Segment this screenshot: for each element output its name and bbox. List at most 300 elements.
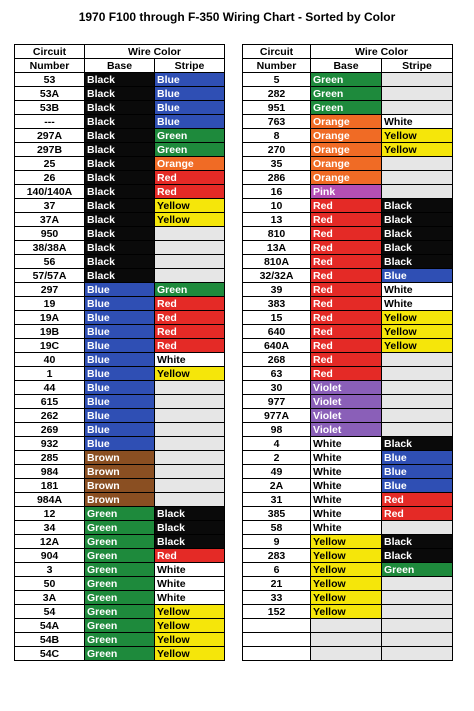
table-row	[243, 633, 453, 647]
table-row	[15, 87, 225, 101]
stripe-color-cell	[155, 437, 225, 451]
base-color-cell: Violet	[311, 381, 382, 395]
circuit-header-label: Circuit	[32, 45, 67, 58]
stripe-color-cell: Black	[155, 507, 225, 521]
circuit-number: 283	[243, 549, 311, 563]
stripe-color-cell: Yellow	[155, 619, 225, 633]
stripe-color-cell	[155, 241, 225, 255]
stripe-color-cell: Blue	[382, 269, 453, 283]
stripe-color-cell	[382, 171, 453, 185]
table-row	[15, 423, 225, 437]
stripe-color-cell	[382, 381, 453, 395]
stripe-color-cell	[382, 87, 453, 101]
stripe-color-cell	[382, 353, 453, 367]
base-color-cell: Black	[85, 73, 155, 87]
base-color-cell: Blue	[85, 283, 155, 297]
base-color-cell: Green	[85, 507, 155, 521]
base-color-cell: Pink	[311, 185, 382, 199]
table-row	[15, 143, 225, 157]
circuit-number: 33	[243, 591, 311, 605]
base-color-cell: Yellow	[311, 549, 382, 563]
circuit-number: 53	[15, 73, 85, 87]
circuit-number: 977	[243, 395, 311, 409]
table-row	[243, 423, 453, 437]
stripe-color-cell: Yellow	[155, 647, 225, 661]
stripe-color-cell: Green	[155, 129, 225, 143]
wiring-table-right	[242, 44, 453, 661]
base-color-cell: White	[311, 479, 382, 493]
base-color-cell: Blue	[85, 339, 155, 353]
stripe-color-cell: Yellow	[382, 129, 453, 143]
stripe-color-cell	[155, 493, 225, 507]
base-color-cell: Brown	[85, 493, 155, 507]
circuit-number: 615	[15, 395, 85, 409]
stripe-color-cell: Red	[382, 493, 453, 507]
base-color-cell: Blue	[85, 353, 155, 367]
base-color-cell: Blue	[85, 325, 155, 339]
table-row	[243, 507, 453, 521]
table-row	[243, 437, 453, 451]
circuit-number	[243, 633, 311, 647]
table-row	[243, 325, 453, 339]
stripe-color-cell	[155, 395, 225, 409]
base-color-cell: White	[311, 465, 382, 479]
table-row	[15, 227, 225, 241]
circuit-number: 951	[243, 101, 311, 115]
base-header: Base	[85, 59, 155, 73]
base-header: Base	[311, 59, 382, 73]
base-color-cell: Black	[85, 87, 155, 101]
stripe-color-cell	[155, 423, 225, 437]
table-row	[243, 577, 453, 591]
base-color-cell: Green	[85, 633, 155, 647]
circuit-number: 25	[15, 157, 85, 171]
base-color-cell: Red	[311, 269, 382, 283]
stripe-color-cell: Black	[382, 255, 453, 269]
circuit-number: 50	[15, 577, 85, 591]
circuit-number: 19C	[15, 339, 85, 353]
circuit-number: 37A	[15, 213, 85, 227]
circuit-number: 19A	[15, 311, 85, 325]
circuit-number: 63	[243, 367, 311, 381]
stripe-color-cell: Orange	[155, 157, 225, 171]
circuit-number: 297	[15, 283, 85, 297]
stripe-color-cell: Red	[155, 185, 225, 199]
circuit-number: 35	[243, 157, 311, 171]
table-row	[15, 591, 225, 605]
circuit-number: 3A	[15, 591, 85, 605]
table-row	[15, 563, 225, 577]
base-color-cell: Black	[85, 143, 155, 157]
base-color-cell: Blue	[85, 297, 155, 311]
table-row	[243, 185, 453, 199]
base-color-cell: Blue	[85, 395, 155, 409]
stripe-color-cell: Green	[155, 143, 225, 157]
base-color-cell: Brown	[85, 465, 155, 479]
circuit-number: 140/140A	[15, 185, 85, 199]
table-row	[243, 591, 453, 605]
table-row	[243, 283, 453, 297]
base-color-cell: Black	[85, 241, 155, 255]
stripe-color-cell: Black	[382, 227, 453, 241]
table-row	[243, 213, 453, 227]
table-row	[243, 227, 453, 241]
circuit-number: 984	[15, 465, 85, 479]
stripe-color-cell	[382, 591, 453, 605]
base-color-cell: Blue	[85, 423, 155, 437]
base-color-cell: Red	[311, 353, 382, 367]
table-row	[243, 647, 453, 661]
table-row	[15, 213, 225, 227]
stripe-color-cell: Black	[155, 521, 225, 535]
table-row	[243, 549, 453, 563]
stripe-color-cell: Yellow	[155, 633, 225, 647]
stripe-color-cell	[155, 409, 225, 423]
base-color-cell: Orange	[311, 115, 382, 129]
table-row	[243, 465, 453, 479]
circuit-number: 2A	[243, 479, 311, 493]
stripe-color-cell: Green	[382, 563, 453, 577]
stripe-color-cell: Red	[155, 549, 225, 563]
table-row	[243, 73, 453, 87]
stripe-color-cell: Black	[155, 535, 225, 549]
base-color-cell: Black	[85, 269, 155, 283]
table-row	[243, 479, 453, 493]
circuit-number: 12	[15, 507, 85, 521]
table-row	[15, 297, 225, 311]
circuit-number: 640A	[243, 339, 311, 353]
stripe-color-cell: White	[155, 563, 225, 577]
table-row	[243, 101, 453, 115]
base-color-cell	[311, 647, 382, 661]
base-color-cell: Blue	[85, 409, 155, 423]
table-row	[15, 73, 225, 87]
table-row	[243, 605, 453, 619]
stripe-color-cell	[155, 269, 225, 283]
base-color-cell: Green	[311, 87, 382, 101]
stripe-color-cell: Red	[155, 339, 225, 353]
table-row	[15, 633, 225, 647]
chart-title: 1970 F100 through F-350 Wiring Chart - Sorted by Color	[78, 10, 396, 24]
stripe-color-cell: Blue	[155, 87, 225, 101]
stripe-color-cell: Blue	[382, 451, 453, 465]
circuit-header	[15, 45, 85, 59]
circuit-number: 950	[15, 227, 85, 241]
stripe-color-cell: Black	[382, 199, 453, 213]
table-row	[15, 507, 225, 521]
circuit-number: 904	[15, 549, 85, 563]
stripe-header: Stripe	[155, 59, 225, 73]
table-row	[15, 409, 225, 423]
base-color-cell: Green	[311, 73, 382, 87]
base-color-cell: Green	[85, 577, 155, 591]
base-color-cell: Blue	[85, 367, 155, 381]
stripe-color-cell	[382, 101, 453, 115]
base-color-cell: Green	[85, 535, 155, 549]
wire-color-header: Wire Color	[311, 45, 453, 59]
circuit-number: 3	[15, 563, 85, 577]
table-row	[15, 325, 225, 339]
table-row	[15, 521, 225, 535]
base-color-cell: Brown	[85, 479, 155, 493]
table-row	[243, 115, 453, 129]
circuit-number: 21	[243, 577, 311, 591]
base-color-cell: Orange	[311, 157, 382, 171]
base-color-cell: Red	[311, 339, 382, 353]
circuit-number: 26	[15, 171, 85, 185]
wiring-rows-right	[243, 73, 453, 661]
circuit-number: 268	[243, 353, 311, 367]
stripe-color-cell: Red	[155, 171, 225, 185]
table-row	[15, 465, 225, 479]
wiring-table-left	[14, 44, 225, 661]
base-color-cell: White	[311, 507, 382, 521]
table-row	[15, 241, 225, 255]
table-row	[15, 339, 225, 353]
table-row	[15, 185, 225, 199]
stripe-color-cell	[382, 157, 453, 171]
base-color-cell: Violet	[311, 423, 382, 437]
base-color-cell: Red	[311, 311, 382, 325]
circuit-number: 16	[243, 185, 311, 199]
stripe-color-cell: Blue	[155, 73, 225, 87]
base-color-cell: Orange	[311, 143, 382, 157]
circuit-number: 31	[243, 493, 311, 507]
table-row	[243, 395, 453, 409]
stripe-color-cell: Green	[155, 283, 225, 297]
table-row	[15, 157, 225, 171]
circuit-number	[243, 619, 311, 633]
table-row	[15, 619, 225, 633]
stripe-color-cell: Blue	[155, 115, 225, 129]
stripe-color-cell: White	[382, 297, 453, 311]
stripe-color-cell	[382, 521, 453, 535]
base-color-cell: Black	[85, 101, 155, 115]
circuit-number: 32/32A	[243, 269, 311, 283]
base-color-cell	[311, 633, 382, 647]
stripe-color-cell: White	[382, 115, 453, 129]
stripe-color-cell: Black	[382, 535, 453, 549]
circuit-number: 54A	[15, 619, 85, 633]
circuit-number: 383	[243, 297, 311, 311]
circuit-number: 49	[243, 465, 311, 479]
circuit-number: 2	[243, 451, 311, 465]
table-row	[15, 395, 225, 409]
base-color-cell: Black	[85, 157, 155, 171]
circuit-number: 39	[243, 283, 311, 297]
circuit-number: 19B	[15, 325, 85, 339]
base-color-cell: Black	[85, 171, 155, 185]
stripe-color-cell	[382, 633, 453, 647]
stripe-color-cell	[155, 227, 225, 241]
base-color-cell: White	[311, 437, 382, 451]
table-row	[15, 115, 225, 129]
circuit-number: 270	[243, 143, 311, 157]
stripe-color-cell: Red	[155, 297, 225, 311]
base-color-cell: Red	[311, 227, 382, 241]
circuit-number: 44	[15, 381, 85, 395]
stripe-color-cell: Black	[382, 213, 453, 227]
base-color-cell: Black	[85, 213, 155, 227]
base-color-cell: Black	[85, 185, 155, 199]
stripe-color-cell	[155, 381, 225, 395]
table-row	[243, 297, 453, 311]
stripe-color-cell: Black	[382, 437, 453, 451]
stripe-color-cell	[382, 423, 453, 437]
number-header: Number	[243, 59, 311, 73]
table-row	[15, 367, 225, 381]
table-row	[15, 479, 225, 493]
stripe-color-cell: Yellow	[382, 311, 453, 325]
stripe-header: Stripe	[382, 59, 453, 73]
base-color-cell: Yellow	[311, 577, 382, 591]
base-color-cell: Black	[85, 255, 155, 269]
base-color-cell: Yellow	[311, 535, 382, 549]
circuit-number: 40	[15, 353, 85, 367]
table-row	[243, 143, 453, 157]
stripe-color-cell: Yellow	[382, 143, 453, 157]
base-color-cell: Yellow	[311, 563, 382, 577]
circuit-number: ---	[15, 115, 85, 129]
circuit-number: 286	[243, 171, 311, 185]
base-color-cell: Violet	[311, 395, 382, 409]
table-row	[243, 367, 453, 381]
stripe-color-cell: Red	[382, 507, 453, 521]
circuit-number: 262	[15, 409, 85, 423]
stripe-color-cell: White	[155, 591, 225, 605]
circuit-number: 13	[243, 213, 311, 227]
base-color-cell: Red	[311, 255, 382, 269]
base-color-cell: Green	[85, 549, 155, 563]
circuit-number: 58	[243, 521, 311, 535]
table-row	[15, 437, 225, 451]
table-row	[243, 521, 453, 535]
circuit-number: 12A	[15, 535, 85, 549]
table-row	[243, 241, 453, 255]
base-color-cell: White	[311, 521, 382, 535]
circuit-number: 53A	[15, 87, 85, 101]
base-color-cell: Black	[85, 199, 155, 213]
stripe-color-cell: White	[382, 283, 453, 297]
circuit-number: 810	[243, 227, 311, 241]
circuit-number: 54C	[15, 647, 85, 661]
circuit-number	[243, 647, 311, 661]
stripe-color-cell: Red	[155, 325, 225, 339]
circuit-number: 37	[15, 199, 85, 213]
circuit-number: 54	[15, 605, 85, 619]
circuit-number: 932	[15, 437, 85, 451]
base-color-cell: Blue	[85, 311, 155, 325]
circuit-number: 763	[243, 115, 311, 129]
base-color-cell: Red	[311, 213, 382, 227]
circuit-number: 53B	[15, 101, 85, 115]
stripe-color-cell	[382, 395, 453, 409]
table-row	[15, 101, 225, 115]
circuit-number: 5	[243, 73, 311, 87]
base-color-cell: Red	[311, 297, 382, 311]
stripe-color-cell	[382, 73, 453, 87]
base-color-cell	[311, 619, 382, 633]
table-row	[243, 353, 453, 367]
wire-color-header: Wire Color	[85, 45, 225, 59]
stripe-color-cell	[382, 185, 453, 199]
circuit-number: 19	[15, 297, 85, 311]
base-color-cell: White	[311, 451, 382, 465]
base-color-cell: Green	[311, 101, 382, 115]
circuit-header	[243, 45, 311, 59]
table-row	[243, 619, 453, 633]
table-row	[243, 409, 453, 423]
stripe-color-cell: Yellow	[155, 199, 225, 213]
stripe-color-cell	[382, 619, 453, 633]
base-color-cell: Red	[311, 283, 382, 297]
base-color-cell: Green	[85, 605, 155, 619]
stripe-color-cell	[382, 577, 453, 591]
circuit-number: 56	[15, 255, 85, 269]
stripe-color-cell: Blue	[382, 479, 453, 493]
circuit-number: 640	[243, 325, 311, 339]
table-row	[15, 535, 225, 549]
circuit-number: 1	[15, 367, 85, 381]
table-row	[15, 199, 225, 213]
stripe-color-cell: Blue	[382, 465, 453, 479]
stripe-color-cell: Yellow	[382, 325, 453, 339]
circuit-number: 54B	[15, 633, 85, 647]
circuit-number: 4	[243, 437, 311, 451]
circuit-number: 30	[243, 381, 311, 395]
circuit-number: 13A	[243, 241, 311, 255]
stripe-color-cell: Red	[155, 311, 225, 325]
circuit-number: 810A	[243, 255, 311, 269]
base-color-cell: Blue	[85, 381, 155, 395]
stripe-color-cell: Black	[382, 241, 453, 255]
table-row	[243, 311, 453, 325]
circuit-number: 385	[243, 507, 311, 521]
stripe-color-cell	[155, 479, 225, 493]
table-row	[243, 199, 453, 213]
circuit-number: 57/57A	[15, 269, 85, 283]
table-row	[15, 269, 225, 283]
circuit-number: 10	[243, 199, 311, 213]
base-color-cell: Black	[85, 115, 155, 129]
stripe-color-cell	[382, 647, 453, 661]
circuit-number: 38/38A	[15, 241, 85, 255]
table-row	[15, 605, 225, 619]
stripe-color-cell	[382, 367, 453, 381]
stripe-color-cell	[155, 255, 225, 269]
circuit-number: 34	[15, 521, 85, 535]
table-row	[243, 381, 453, 395]
stripe-color-cell	[155, 451, 225, 465]
base-color-cell: Green	[85, 619, 155, 633]
table-row	[15, 549, 225, 563]
table-row	[243, 493, 453, 507]
table-row	[243, 129, 453, 143]
table-row	[243, 563, 453, 577]
circuit-number: 984A	[15, 493, 85, 507]
base-color-cell: Blue	[85, 437, 155, 451]
stripe-color-cell	[155, 465, 225, 479]
circuit-number: 15	[243, 311, 311, 325]
number-header: Number	[15, 59, 85, 73]
base-color-cell: Violet	[311, 409, 382, 423]
base-color-cell: Black	[85, 129, 155, 143]
table-row	[15, 381, 225, 395]
table-row	[243, 171, 453, 185]
table-row	[15, 171, 225, 185]
circuit-number: 8	[243, 129, 311, 143]
table-row	[243, 255, 453, 269]
